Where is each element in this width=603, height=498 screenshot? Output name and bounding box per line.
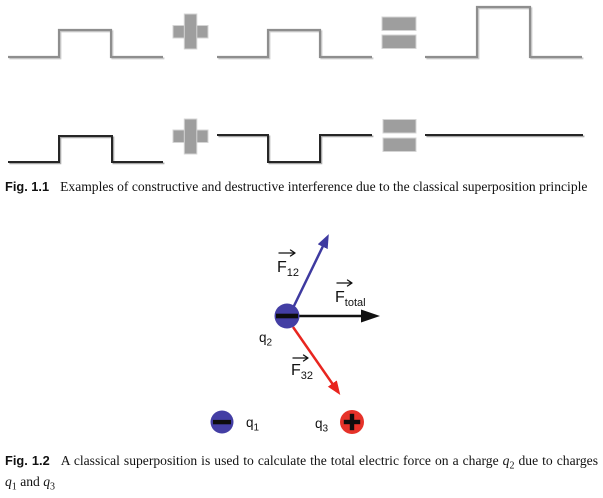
caption-q2-symbol: q [502, 453, 510, 468]
caption-text-part2: due to charges [514, 453, 599, 468]
fig-1-1-caption-text: Examples of constructive and destructive interference due to the classical superposition principle [60, 179, 588, 194]
minus-icon [276, 314, 298, 319]
fig-1-1-caption [5, 178, 598, 196]
caption-text-part3: and [16, 473, 44, 489]
row2-operators [173, 119, 416, 154]
waveform-pulse-1a [8, 30, 163, 57]
row2-shadow-lines [9, 136, 584, 163]
charge-q1 [211, 411, 234, 434]
label-q3-text: $q_3$ [315, 416, 329, 435]
vector-overarrow-icon [279, 250, 295, 256]
label-f32 [291, 355, 313, 382]
label-ftotal-text: $F_{total}$ [335, 289, 366, 309]
caption-q3-subscript: 3 [50, 481, 56, 493]
caption-q1-subscript: 1 [11, 481, 17, 493]
label-q1-text: $q_1$ [246, 415, 260, 434]
minus-icon [213, 420, 231, 424]
charge-q3 [340, 410, 364, 434]
equals-operator-icon [382, 17, 416, 49]
waveform-pulse-1b [217, 30, 372, 57]
vector-overarrow-icon [337, 280, 352, 286]
plus-operator-icon [173, 119, 208, 154]
caption-q1-symbol: q [5, 473, 12, 489]
caption-q2-subscript: 2 [509, 460, 515, 472]
plus-operator-icon [173, 14, 208, 49]
charge-q2 [275, 304, 300, 329]
caption-q3-symbol: q [43, 473, 51, 489]
waveform-negative-pulse-2b [217, 135, 372, 162]
equals-operator-icon [383, 120, 416, 152]
fig-1-2-caption [5, 452, 598, 494]
label-ftotal [335, 280, 366, 309]
vector-overarrow-icon [293, 355, 308, 361]
row2-waveforms [8, 135, 583, 162]
row-destructive [8, 119, 584, 163]
caption-text-part1: A classical superposition is used to calculate the total electric force on a charge [60, 453, 503, 468]
waveform-pulse-2a [8, 136, 163, 162]
label-q2-text: $q_2$ [259, 330, 273, 349]
fig-1-1-interference-diagram [0, 0, 603, 176]
label-f32-text: $F_{32}$ [291, 362, 314, 382]
fig-1-2-superposition-forces-diagram [0, 212, 603, 448]
row-constructive [8, 7, 583, 58]
row1-shadow-lines [9, 8, 583, 58]
label-f12-text: $F_{12}$ [277, 259, 300, 279]
force-ftotal-arrowhead [361, 310, 380, 323]
waveform-result-constructive [425, 7, 582, 57]
label-f12 [277, 250, 299, 279]
fig-1-1-caption-label: Fig. 1.1 [5, 179, 50, 194]
fig-1-2-caption-label: Fig. 1.2 [5, 453, 50, 468]
